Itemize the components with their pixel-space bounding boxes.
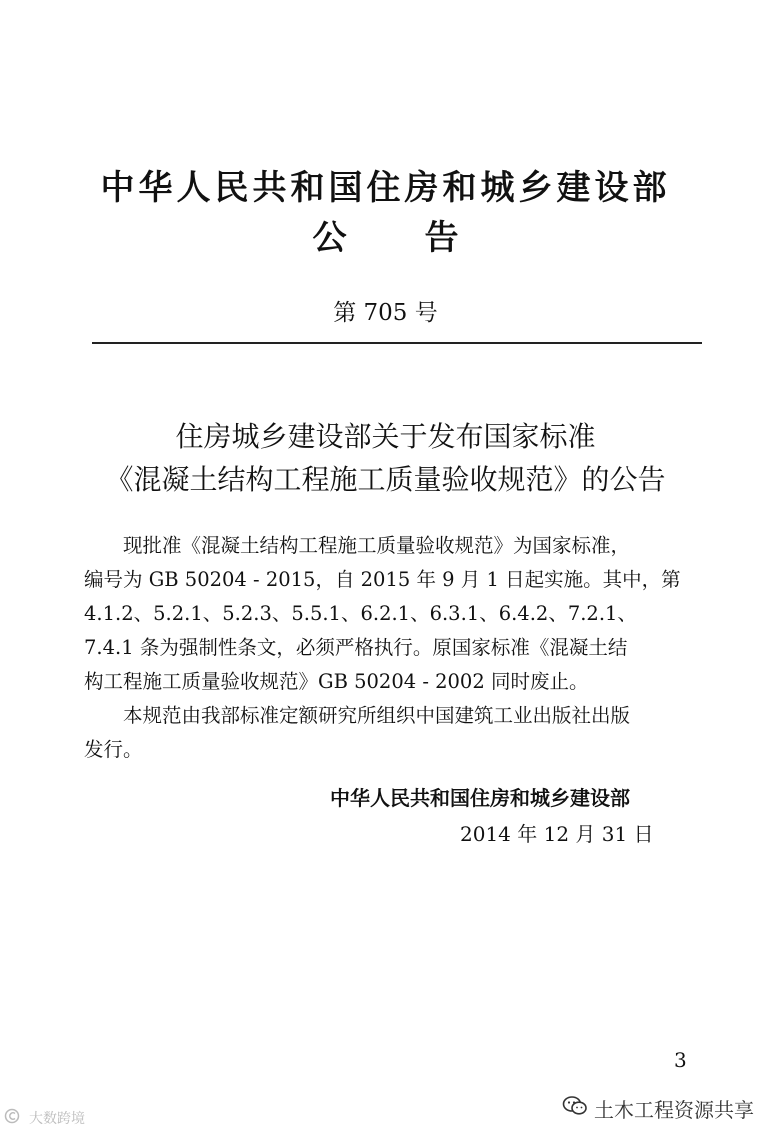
- watermark-right-text: 土木工程资源共享: [594, 1098, 754, 1122]
- body-line-6: 本规范由我部标准定额研究所组织中国建筑工业出版社出版: [84, 704, 631, 727]
- notice-char-2: 告: [424, 218, 459, 258]
- signature-organization: 中华人民共和国住房和城乡建设部: [330, 786, 630, 810]
- document-title-line-1: 住房城乡建设部关于发布国家标准: [175, 420, 596, 453]
- watermark-left-text: 大数跨境: [29, 1111, 85, 1127]
- body-line-2: 编号为 GB 50204 - 2015，自 2015 年 9 月 1 日起实施。其中，第: [84, 568, 681, 591]
- notice-heading: [0, 210, 771, 259]
- ministry-heading: 中华人民共和国住房和城乡建设部: [100, 168, 671, 208]
- watermark-left: [4, 1108, 85, 1128]
- page-number: 3: [674, 1048, 687, 1072]
- notice-char-1: 公: [312, 218, 347, 258]
- signature-date: 2014 年 12 月 31 日: [460, 822, 654, 846]
- body-line-5: 构工程施工质量验收规范》GB 50204 - 2002 同时废止。: [84, 670, 589, 693]
- body-line-3: 4.1.2、5.2.1、5.2.3、5.5.1、6.2.1、6.3.1、6.4.2、7.2.1、: [84, 602, 637, 625]
- body-line-4: 7.4.1 条为强制性条文，必须严格执行。原国家标准《混凝土结: [84, 636, 628, 659]
- watermark-right: [562, 1094, 754, 1123]
- header-divider: [92, 342, 702, 344]
- notice-number: 第 705 号: [333, 300, 438, 326]
- body-line-7: 发行。: [84, 738, 143, 761]
- copyright-icon: [4, 1108, 26, 1128]
- document-title-line-2: 《混凝土结构工程施工质量验收规范》的公告: [105, 463, 666, 496]
- body-line-1: 现批准《混凝土结构工程施工质量验收规范》为国家标准，: [84, 534, 631, 557]
- wechat-icon: [562, 1095, 588, 1122]
